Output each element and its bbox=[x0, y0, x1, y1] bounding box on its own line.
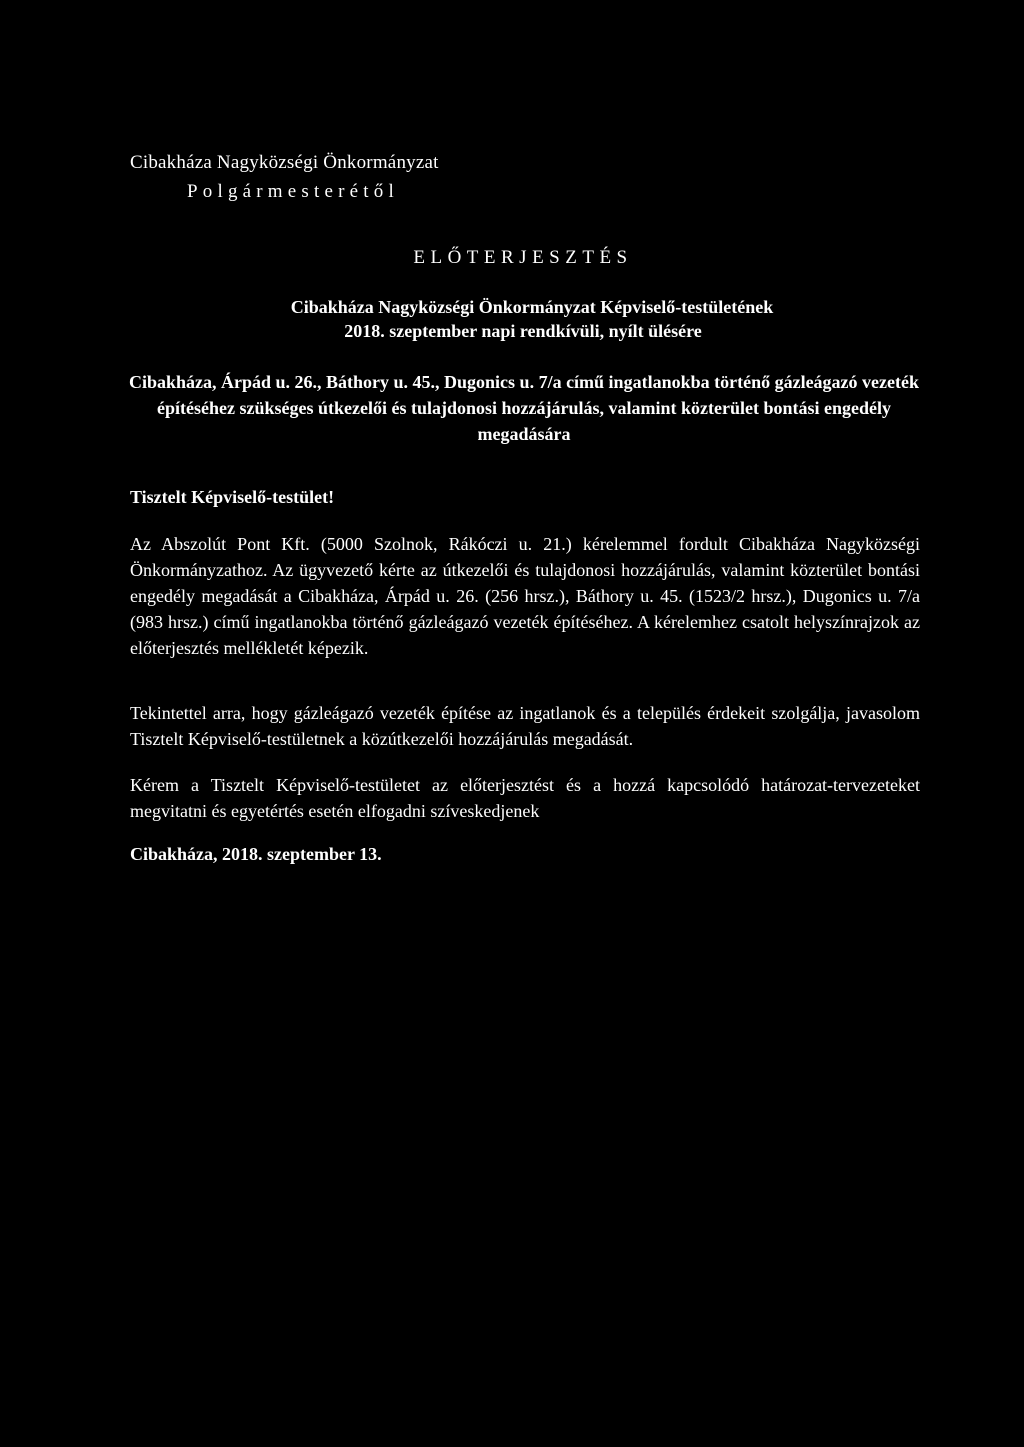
greeting: Tisztelt Képviselő-testület! bbox=[130, 487, 335, 507]
document-title: ELŐTERJESZTÉS bbox=[413, 247, 633, 268]
body-paragraph-2: Tekintettel arra, hogy gázleágazó vezeték építése az ingatlanok és a település érdekeit szolgálja, javasolom Tisztelt Képviselő-testületnek a közútkezelői hozzájárulás megadását. bbox=[130, 703, 920, 749]
addressee-line-1: Cibakháza Nagyközségi Önkormányzat Képviselő-testületének bbox=[290, 297, 774, 317]
header-office: Polgármesterétől bbox=[187, 181, 399, 202]
addressee-line-2: 2018. szeptember napi rendkívüli, nyílt ülésére bbox=[344, 321, 702, 341]
body-paragraph-3: Kérem a Tisztelt Képviselő-testületet az előterjesztést és a hozzá kapcsolódó határozat-tervezeteket megvitatni és egyetértés esetén elfogadni szíveskedjenek bbox=[130, 775, 920, 821]
header-organization: Cibakháza Nagyközségi Önkormányzat bbox=[130, 152, 439, 173]
body-paragraph-1: Az Abszolút Pont Kft. (5000 Szolnok, Rákóczi u. 21.) kérelemmel fordult Cibakháza Nagyközségi Önkormányzathoz. Az ügyvezető kérte az útkezelői és tulajdonosi hozzájárulás, valamint közterület bontási engedély megadását a Cibakháza, Árpád u. 26. (256 hrsz.), Báthory u. 45. (1523/2 hrsz.), Dugonics u. 7/a (983 hrsz.) című ingatlanokba történő gázleágazó vezeték építéséhez. A kérelemhez csatolt helyszínrajzok az előterjesztés mellékletét képezik. bbox=[130, 534, 920, 658]
document-subject: Cibakháza, Árpád u. 26., Báthory u. 45., Dugonics u. 7/a című ingatlanokba történő gázleágazó vezeték építéséhez szükséges útkezelői és tulajdonosi hozzájárulás, valamint közterület bontási engedély megadására bbox=[128, 372, 920, 444]
closing-date-line: Cibakháza, 2018. szeptember 13. bbox=[130, 844, 382, 864]
